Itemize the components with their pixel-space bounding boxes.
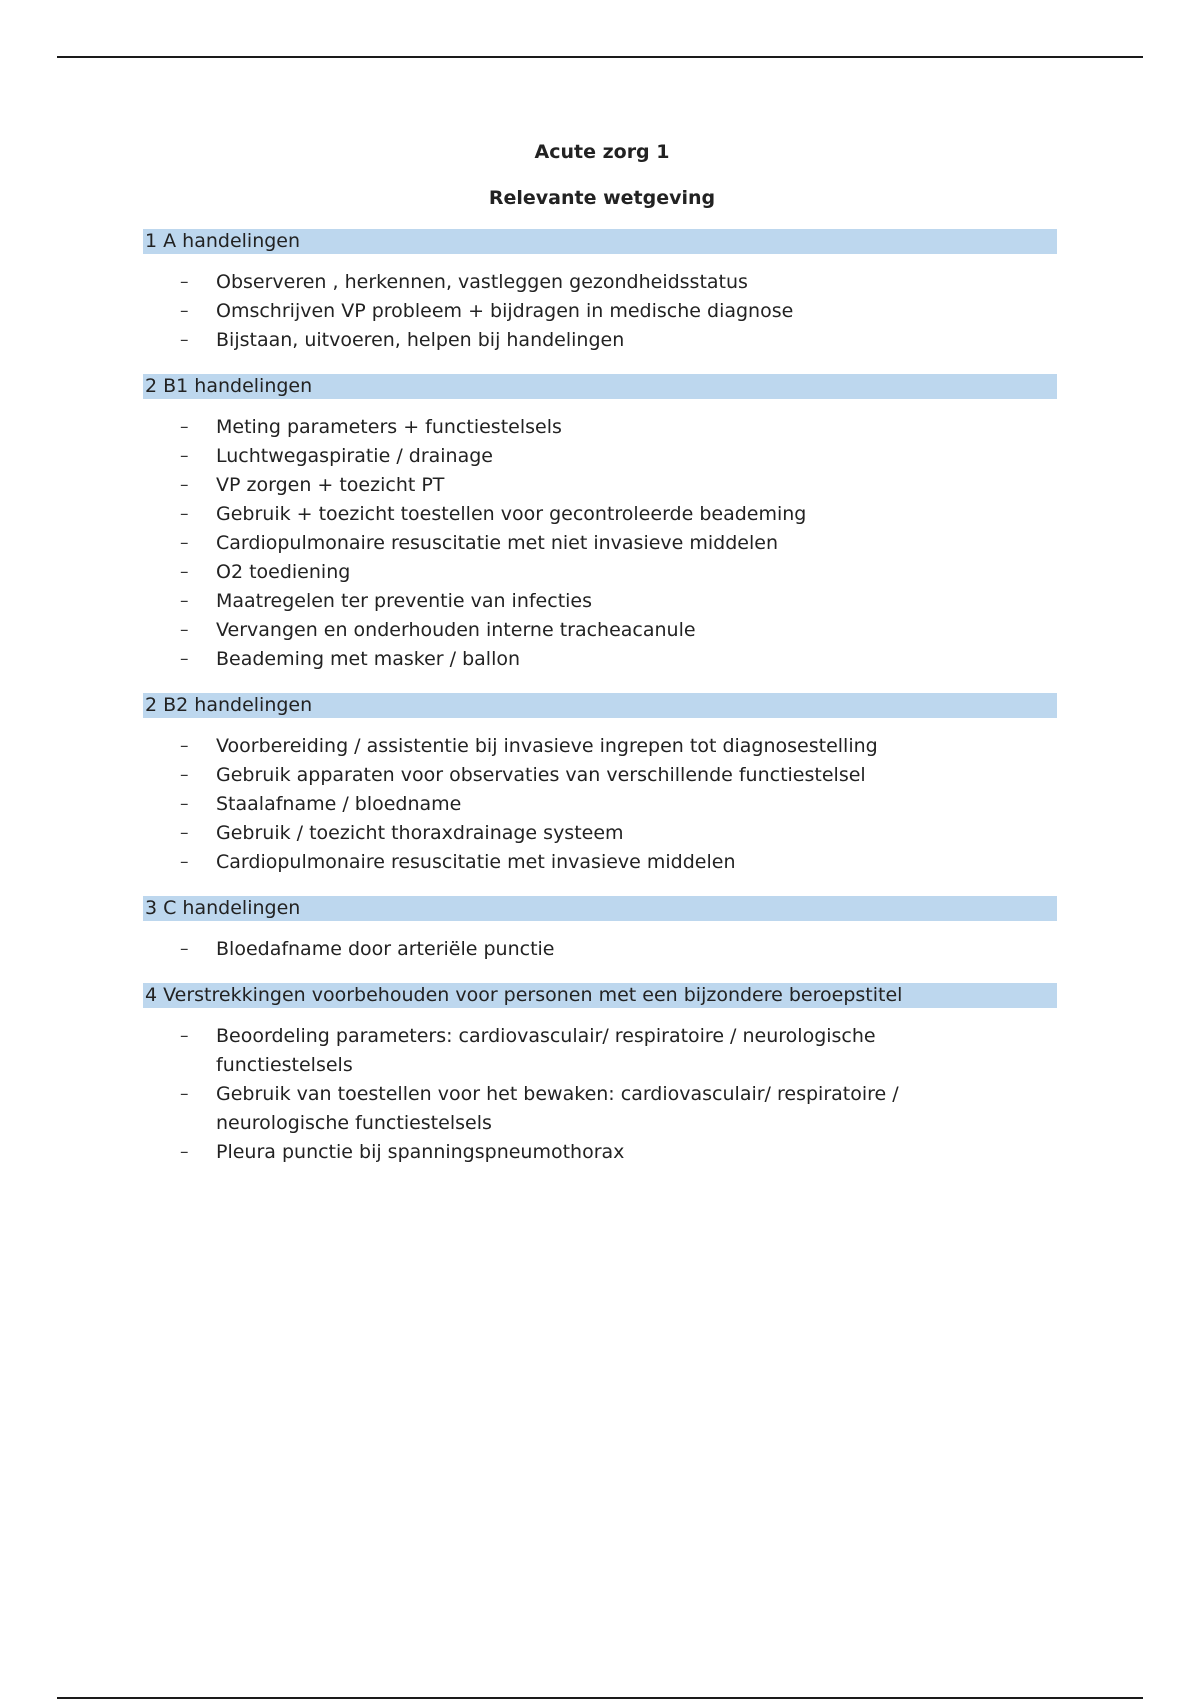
list-item	[143, 529, 1057, 558]
section-header: 2 B2 handelingen	[143, 693, 1057, 718]
list-item	[143, 819, 1057, 848]
bullet-dash-icon: –	[180, 475, 189, 495]
bullet-dash-icon: –	[180, 1084, 189, 1104]
list-item-text: Cardiopulmonaire resuscitatie met invasieve middelen	[216, 851, 736, 873]
bullet-dash-icon: –	[180, 823, 189, 843]
bullet-dash-icon: –	[180, 1142, 189, 1162]
list-item	[143, 616, 1057, 645]
bullet-dash-icon: –	[180, 649, 189, 669]
list-item	[143, 790, 1057, 819]
list-item-text: Beademing met masker / ballon	[216, 648, 521, 670]
list-item	[143, 645, 1057, 674]
bullet-list	[143, 732, 1057, 877]
list-item	[143, 1022, 1057, 1080]
list-item-text: Cardiopulmonaire resuscitatie met niet invasieve middelen	[216, 532, 778, 554]
section-header: 2 B1 handelingen	[143, 374, 1057, 399]
list-item	[143, 935, 1057, 964]
list-item	[143, 1080, 1057, 1138]
list-item	[143, 848, 1057, 877]
sections-container	[143, 229, 1057, 1167]
list-item	[143, 326, 1057, 355]
list-item-text: Vervangen en onderhouden interne tracheacanule	[216, 619, 696, 641]
bullet-list	[143, 413, 1057, 674]
section-header: 4 Verstrekkingen voorbehouden voor personen met een bijzondere beroepstitel	[143, 983, 1057, 1008]
list-item	[143, 471, 1057, 500]
bullet-dash-icon: –	[180, 562, 189, 582]
list-item-text: Beoordeling parameters: cardiovasculair/ respiratoire / neurologische functiestelsels	[216, 1025, 876, 1076]
document-subtitle: Relevante wetgeving	[488, 187, 716, 209]
bullet-dash-icon: –	[180, 301, 189, 321]
list-item-text: Luchtwegaspiratie / drainage	[216, 445, 493, 467]
list-item-text: Pleura punctie bij spanningspneumothorax	[216, 1141, 625, 1163]
bullet-dash-icon: –	[180, 852, 189, 872]
list-item	[143, 761, 1057, 790]
bullet-dash-icon: –	[180, 417, 189, 437]
list-item	[143, 413, 1057, 442]
bullet-dash-icon: –	[180, 939, 189, 959]
list-item-text: Gebruik apparaten voor observaties van verschillende functiestelsel	[216, 764, 866, 786]
list-item-text: Gebruik van toestellen voor het bewaken: cardiovasculair/ respiratoire / neurologische functiestelsels	[216, 1083, 899, 1134]
bullet-dash-icon: –	[180, 794, 189, 814]
bullet-dash-icon: –	[180, 330, 189, 350]
bullet-list	[143, 1022, 1057, 1167]
list-item-text: Maatregelen ter preventie van infecties	[216, 590, 593, 612]
section-header: 3 C handelingen	[143, 896, 1057, 921]
document-title: Acute zorg 1	[534, 141, 670, 163]
list-item-text: Staalafname / bloedname	[216, 793, 462, 815]
bullet-dash-icon: –	[180, 591, 189, 611]
list-item-text: Meting parameters + functiestelsels	[216, 416, 562, 438]
section	[143, 983, 1057, 1167]
list-item-text: Gebruik + toezicht toestellen voor gecontroleerde beademing	[216, 503, 807, 525]
list-item-text: Bloedafname door arteriële punctie	[216, 938, 555, 960]
bullet-list	[143, 268, 1057, 355]
bullet-dash-icon: –	[180, 1026, 189, 1046]
list-item-text: Voorbereiding / assistentie bij invasieve ingrepen tot diagnosestelling	[216, 735, 878, 757]
list-item-text: VP zorgen + toezicht PT	[216, 474, 445, 496]
list-item	[143, 268, 1057, 297]
section-header: 1 A handelingen	[143, 229, 1057, 254]
document-body	[143, 140, 1057, 1167]
list-item-text: Observeren , herkennen, vastleggen gezondheidsstatus	[216, 271, 748, 293]
bullet-dash-icon: –	[180, 272, 189, 292]
section	[143, 229, 1057, 355]
bullet-dash-icon: –	[180, 765, 189, 785]
list-item-text: Gebruik / toezicht thoraxdrainage systeem	[216, 822, 624, 844]
section	[143, 374, 1057, 674]
section	[143, 896, 1057, 964]
list-item	[143, 558, 1057, 587]
footer-rule	[57, 1697, 1143, 1699]
bullet-list	[143, 935, 1057, 964]
list-item	[143, 442, 1057, 471]
bullet-dash-icon: –	[180, 504, 189, 524]
bullet-dash-icon: –	[180, 446, 189, 466]
list-item-text: O2 toediening	[216, 561, 351, 583]
list-item	[143, 732, 1057, 761]
header-rule	[57, 56, 1143, 58]
list-item	[143, 587, 1057, 616]
list-item	[143, 500, 1057, 529]
list-item	[143, 1138, 1057, 1167]
list-item-text: Omschrijven VP probleem + bijdragen in medische diagnose	[216, 300, 794, 322]
bullet-dash-icon: –	[180, 533, 189, 553]
bullet-dash-icon: –	[180, 620, 189, 640]
list-item-text: Bijstaan, uitvoeren, helpen bij handelingen	[216, 329, 625, 351]
bullet-dash-icon: –	[180, 736, 189, 756]
list-item	[143, 297, 1057, 326]
section	[143, 693, 1057, 877]
